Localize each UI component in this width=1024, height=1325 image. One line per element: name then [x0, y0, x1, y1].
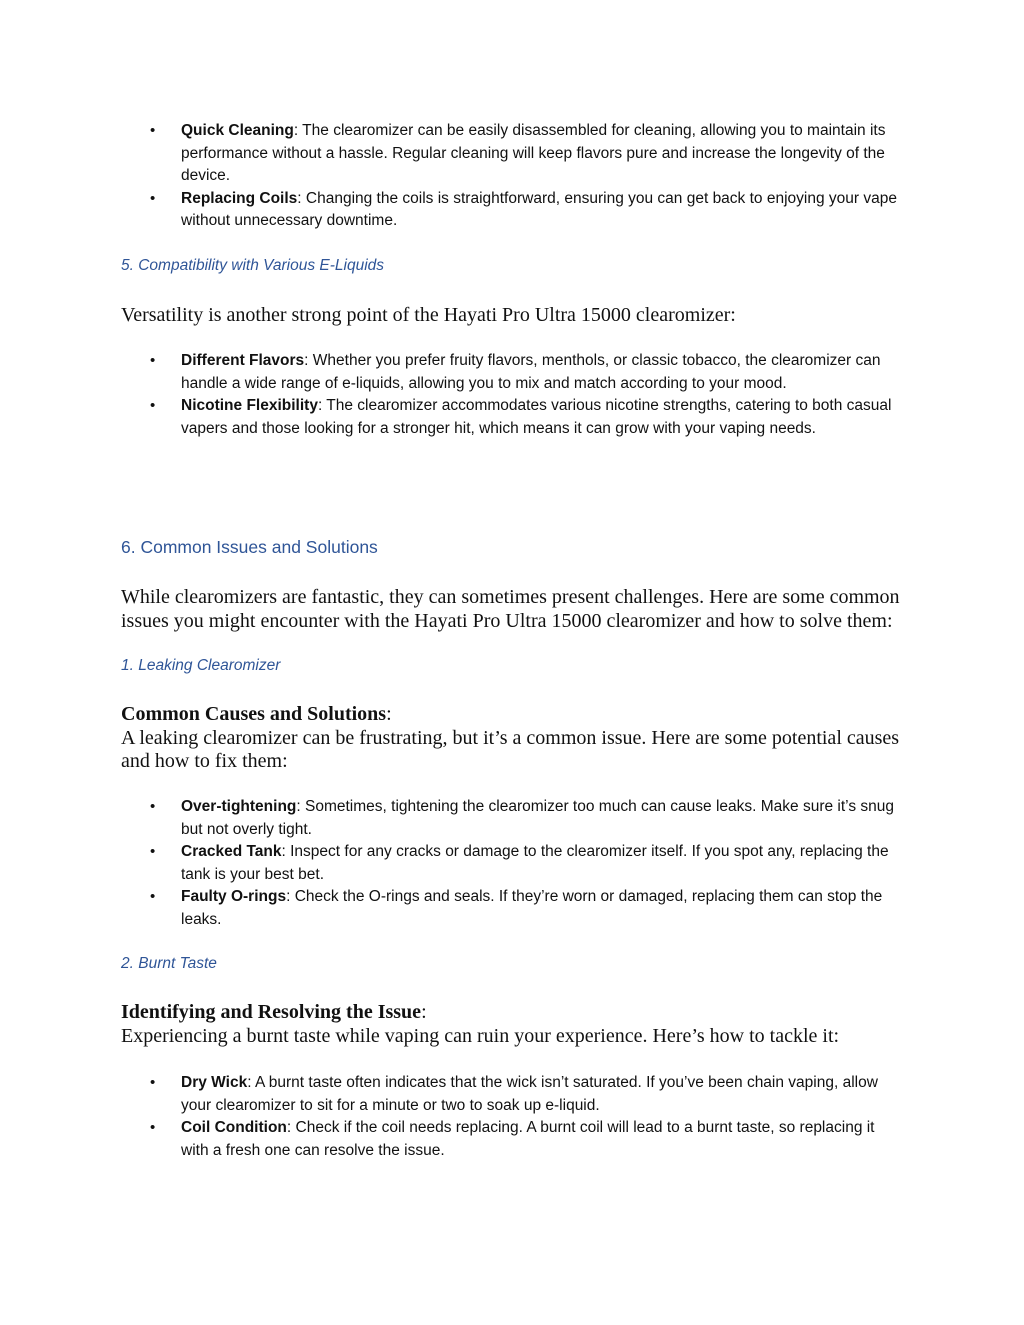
list-item-term: Replacing Coils — [181, 189, 298, 207]
list-item-term: Different Flavors — [181, 352, 305, 369]
list-item: • Replacing Coils: Changing the coils is straightforward, ensuring you can get back to enjoying your vape without unnecessary downtime. — [150, 189, 897, 230]
subsection-heading: 1. Leaking Clearomizer — [121, 657, 281, 674]
list-item-term: Faulty O-rings — [181, 888, 287, 906]
paragraph-text: Experiencing a burnt taste while vaping can ruin your experience. Here’s how to tackle it: — [121, 1024, 840, 1047]
paragraph-label: Identifying and Resolving the Issue — [121, 1001, 422, 1023]
label-colon: : — [421, 1001, 427, 1023]
subsection-heading: 5. Compatibility with Various E-Liquids — [121, 257, 385, 274]
list-item-text: : Inspect for any cracks or damage to the clearomizer itself. If you spot any, replacing the tank is your best bet. — [181, 843, 889, 883]
list-item-text: : Check if the coil needs replacing. A burnt coil will lead to a burnt taste, so replacing it with a fresh one can resolve the issue. — [181, 1119, 875, 1159]
paragraph — [121, 703, 911, 774]
list-item-text: : Changing the coils is straightforward, ensuring you can get back to enjoying your vape without unnecessary downtime. — [181, 189, 897, 230]
list-item-text: : The clearomizer accommodates various nicotine strengths, catering to both casual vapers and those looking for a stronger hit, which means it can grow with your vaping needs. — [181, 397, 892, 437]
paragraph-text: A leaking clearomizer can be frustrating, but it’s a common issue. Here are some potential causes and how to fix them: — [121, 726, 900, 772]
section-heading: 6. Common Issues and Solutions — [121, 537, 378, 557]
list-item: • Faulty O-rings: Check the O-rings and seals. If they’re worn or damaged, replacing them can stop the leaks. — [150, 888, 883, 928]
list-item: • Cracked Tank: Inspect for any cracks or damage to the clearomizer itself. If you spot any, replacing the tank is your best bet. — [150, 843, 889, 883]
list-item: • Dry Wick: A burnt taste often indicates that the wick isn’t saturated. If you’ve been chain vaping, allow your clearomizer to sit for a minute or two to soak up e-liquid. — [150, 1074, 878, 1114]
list-item: • Different Flavors: Whether you prefer fruity flavors, menthols, or classic tobacco, the clearomizer can handle a wide range of e-liquids, allowing you to mix and match according to your mood. — [150, 352, 881, 392]
maintenance-list — [0, 120, 903, 233]
list-item-term: Nicotine Flexibility — [181, 397, 318, 415]
list-item-term: Dry Wick — [181, 1074, 248, 1091]
leak-causes-list — [0, 796, 903, 932]
list-item: • Nicotine Flexibility: The clearomizer accommodates various nicotine strengths, catering to both casual vapers and those looking for a stronger hit, which means it can grow with your vaping needs. — [150, 397, 892, 437]
paragraph-label: Common Causes and Solutions — [121, 703, 387, 725]
list-item-term: Over-tightening — [181, 798, 297, 815]
list-item-text: : A burnt taste often indicates that the wick isn’t saturated. If you’ve been chain vaping, allow your clearomizer to sit for a minute or two to soak up e-liquid. — [181, 1074, 878, 1114]
list-item: • Over-tightening: Sometimes, tightening the clearomizer too much can cause leaks. Make sure it’s snug but not overly tight. — [150, 798, 895, 838]
list-item-term: Cracked Tank — [181, 843, 282, 861]
paragraph: While clearomizers are fantastic, they can sometimes present challenges. Here are some common issues you might encounter with the Hayati Pro Ultra 15000 clearomizer and how to solve them: — [121, 586, 900, 632]
list-item-term: Quick Cleaning — [181, 122, 294, 139]
list-item-text: : Sometimes, tightening the clearomizer too much can cause leaks. Make sure it’s snug but not overly tight. — [181, 798, 895, 838]
list-item: • Coil Condition: Check if the coil needs replacing. A burnt coil will lead to a burnt taste, so replacing it with a fresh one can resolve the issue. — [150, 1119, 875, 1159]
label-colon: : — [386, 703, 392, 725]
burnt-taste-list — [0, 1072, 903, 1162]
paragraph — [121, 1001, 911, 1048]
list-item-term: Coil Condition — [181, 1119, 287, 1137]
subsection-heading: 2. Burnt Taste — [121, 955, 217, 972]
compatibility-list — [0, 350, 903, 440]
list-item-text: : The clearomizer can be easily disassembled for cleaning, allowing you to maintain its performance without a hassle. Regular cleaning will keep flavors pure and increase the longevity of the device. — [181, 122, 886, 185]
list-item-text: : Whether you prefer fruity flavors, menthols, or classic tobacco, the clearomizer can handle a wide range of e-liquids, allowing you to mix and match according to your mood. — [181, 352, 881, 392]
list-item-text: : Check the O-rings and seals. If they’re worn or damaged, replacing them can stop the leaks. — [181, 888, 883, 928]
list-item: • Quick Cleaning: The clearomizer can be easily disassembled for cleaning, allowing you to maintain its performance without a hassle. Regular cleaning will keep flavors pure and increase the longevity of the device. — [150, 122, 886, 185]
paragraph: Versatility is another strong point of the Hayati Pro Ultra 15000 clearomizer: — [121, 304, 736, 326]
